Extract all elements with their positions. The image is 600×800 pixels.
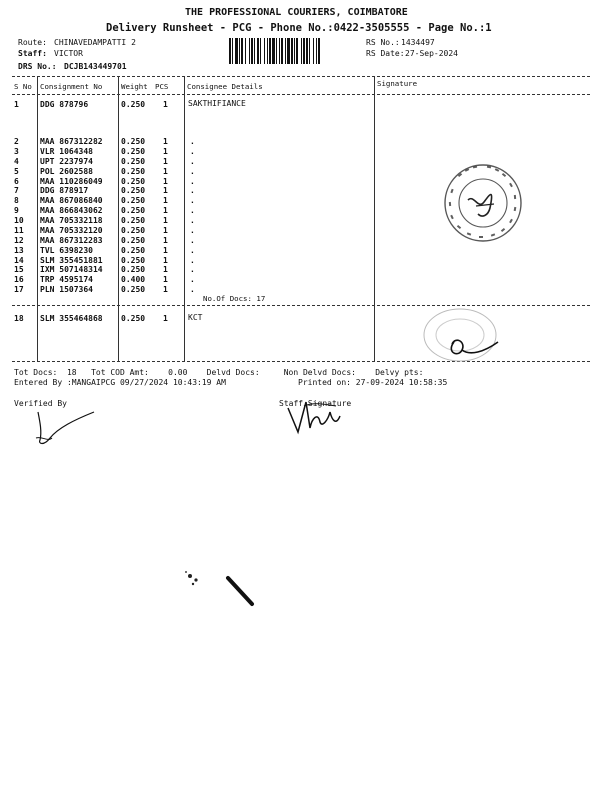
staff-signature-mark <box>284 398 344 434</box>
row-consignment: MAA 705332118 <box>40 216 103 226</box>
staff-label: Staff: <box>18 49 47 58</box>
row-weight: 0.250 <box>121 265 146 275</box>
barcode-bar <box>239 38 240 64</box>
row-pcs: 1 <box>163 186 168 196</box>
barcode-bar <box>264 38 265 64</box>
row-sno: 8 <box>14 196 19 206</box>
row-pcs: 1 <box>163 176 168 186</box>
barcode-bar <box>301 38 302 64</box>
row-weight: 0.250 <box>121 100 146 109</box>
group-divider <box>12 305 590 306</box>
row-details: . <box>190 196 195 206</box>
barcode-bar <box>309 38 310 64</box>
row-details: SAKTHIFIANCE <box>188 99 246 108</box>
row-details: . <box>190 206 195 216</box>
barcode-bar <box>249 38 250 64</box>
row-weight: 0.250 <box>121 235 146 245</box>
staff-signature-label: Staff Signature <box>279 399 352 408</box>
totals-line: Tot Docs: 18 Tot COD Amt: 0.00 Delvd Docs: Non Delvd Docs: Delvy pts: <box>14 368 424 377</box>
row-sno: 10 <box>14 216 24 226</box>
row-consignment: POL 2602588 <box>40 166 93 176</box>
barcode <box>229 38 357 64</box>
runsheet-title: Delivery Runsheet - PCG - Phone No.:0422-3505555 - Page No.:1 <box>106 22 492 34</box>
row-pcs: 1 <box>163 255 168 265</box>
row-consignment: DDG 878917 <box>40 186 89 196</box>
row-pcs: 1 <box>163 196 168 206</box>
row-consignment: MAA 110286049 <box>40 176 103 186</box>
row-sno: 14 <box>14 255 24 265</box>
barcode-bar <box>287 38 290 64</box>
row-pcs: 1 <box>163 156 168 166</box>
drs-value: DCJB143449701 <box>64 62 127 71</box>
row-details: . <box>190 255 195 265</box>
barcode-bar <box>267 38 268 64</box>
header-sno: S No <box>14 82 32 91</box>
row-sno: 3 <box>14 146 19 156</box>
row-sno: 12 <box>14 235 24 245</box>
row-weight: 0.250 <box>121 137 146 146</box>
row-weight: 0.250 <box>121 146 146 156</box>
barcode-bar <box>318 38 320 64</box>
barcode-bar <box>281 38 283 64</box>
row-details: . <box>190 186 195 196</box>
row-details: KCT <box>188 313 203 322</box>
barcode-bar <box>254 38 255 64</box>
scan-mark <box>182 568 272 618</box>
barcode-bar <box>279 38 280 64</box>
row-sno: 2 <box>14 137 19 146</box>
row-pcs: 1 <box>163 235 168 245</box>
printed-on: Printed on: 27-09-2024 10:58:35 <box>298 378 448 387</box>
barcode-bar <box>316 38 317 64</box>
row-consignment: SLM 355464868 <box>40 314 103 323</box>
row-details: . <box>190 216 195 226</box>
rs-date-value: 27-Sep-2024 <box>405 49 458 58</box>
entered-by: Entered By :MANGAIPCG 09/27/2024 10:43:19 AM <box>14 378 226 387</box>
row-pcs: 1 <box>163 275 168 285</box>
header-details: Consignee Details <box>187 82 263 91</box>
row-consignment: IXM 507148314 <box>40 265 103 275</box>
rs-no-label: RS No.: <box>366 38 400 47</box>
row-pcs: 1 <box>163 225 168 235</box>
row-weight: 0.250 <box>121 314 146 323</box>
row-weight: 0.250 <box>121 255 146 265</box>
row-sno: 17 <box>14 285 24 295</box>
row-sno: 7 <box>14 186 19 196</box>
row-pcs: 1 <box>163 314 168 323</box>
row-weight: 0.250 <box>121 225 146 235</box>
row-sno: 4 <box>14 156 19 166</box>
row-details: . <box>190 146 195 156</box>
row-weight: 0.250 <box>121 176 146 186</box>
barcode-bar <box>303 38 305 64</box>
row-sno: 1 <box>14 100 19 109</box>
row-consignment: MAA 867312283 <box>40 235 103 245</box>
row-pcs: 1 <box>163 166 168 176</box>
row-weight: 0.250 <box>121 186 146 196</box>
rs-no-value: 1434497 <box>401 38 435 47</box>
barcode-bar <box>241 38 243 64</box>
header-weight: Weight <box>121 82 148 91</box>
row-pcs: 1 <box>163 216 168 226</box>
row-weight: 0.400 <box>121 275 146 285</box>
barcode-bar <box>229 38 231 64</box>
barcode-bar <box>245 38 246 64</box>
row-consignment: DDG 878796 <box>40 100 89 109</box>
row-consignment: UPT 2237974 <box>40 156 93 166</box>
row-sno: 18 <box>14 314 24 323</box>
row-weight: 0.250 <box>121 156 146 166</box>
row-pcs: 1 <box>163 285 168 295</box>
row-details: . <box>190 235 195 245</box>
barcode-graphic <box>229 38 357 64</box>
row-sno: 11 <box>14 225 24 235</box>
row-details: . <box>190 137 195 146</box>
col-divider-2 <box>118 77 119 361</box>
row-pcs: 1 <box>163 206 168 216</box>
route-value: CHINAVEDAMPATTI 2 <box>54 38 136 47</box>
row-sno: 6 <box>14 176 19 186</box>
row-consignment: MAA 867086840 <box>40 196 103 206</box>
barcode-bar <box>269 38 271 64</box>
row-sno: 9 <box>14 206 19 216</box>
row-details: . <box>190 225 195 235</box>
receiver-signature <box>444 322 504 362</box>
route-label: Route: <box>18 38 47 47</box>
barcode-bar <box>235 38 238 64</box>
header-signature: Signature <box>377 79 418 88</box>
row-consignment: SLM 355451881 <box>40 255 103 265</box>
rs-date-label: RS Date: <box>366 49 405 58</box>
header-pcs: PCS <box>155 82 169 91</box>
row-consignment: PLN 1507364 <box>40 285 93 295</box>
barcode-bar <box>313 38 314 64</box>
col-divider-4 <box>374 77 375 361</box>
barcode-bar <box>232 38 233 64</box>
company-title: THE PROFESSIONAL COURIERS, COIMBATORE <box>185 7 408 18</box>
row-weight: 0.250 <box>121 206 146 216</box>
header-consignment: Consignment No <box>40 82 103 91</box>
verifier-signature <box>30 408 100 448</box>
row-weight: 0.250 <box>121 166 146 176</box>
barcode-bar <box>294 38 295 64</box>
verified-by-label: Verified By <box>14 399 67 408</box>
row-consignment: VLR 1064348 <box>40 146 93 156</box>
barcode-bar <box>285 38 286 64</box>
barcode-bar <box>296 38 298 64</box>
row-consignment: MAA 866843062 <box>40 206 103 216</box>
row-weight: 0.250 <box>121 285 146 295</box>
row-details: . <box>190 156 195 166</box>
row-details: . <box>190 245 195 255</box>
row-details: . <box>190 166 195 176</box>
row-pcs: 1 <box>163 146 168 156</box>
col-divider-3 <box>184 77 185 361</box>
row-weight: 0.250 <box>121 245 146 255</box>
row-pcs: 1 <box>163 265 168 275</box>
drs-label: DRS No.: <box>18 62 57 71</box>
row-sno: 5 <box>14 166 19 176</box>
row-sno: 13 <box>14 245 24 255</box>
barcode-bar <box>260 38 261 64</box>
barcode-bar <box>257 38 259 64</box>
table-top-rule <box>12 76 590 77</box>
row-weight: 0.250 <box>121 196 146 206</box>
barcode-bar <box>276 38 277 64</box>
barcode-bar <box>272 38 275 64</box>
row-pcs: 1 <box>163 100 168 109</box>
barcode-bar <box>251 38 253 64</box>
row-consignment: MAA 867312282 <box>40 137 103 146</box>
row-details: . <box>190 176 195 186</box>
row-weight: 0.250 <box>121 216 146 226</box>
row-consignment: TRP 4595174 <box>40 275 93 285</box>
row-details: . <box>190 265 195 275</box>
col-divider-1 <box>37 77 38 361</box>
row-pcs: 1 <box>163 245 168 255</box>
row-sno: 16 <box>14 275 24 285</box>
row-consignment: MAA 705332120 <box>40 225 103 235</box>
row-pcs: 1 <box>163 137 168 146</box>
barcode-bar <box>306 38 308 64</box>
row-consignment: TVL 6398230 <box>40 245 93 255</box>
row-details: . <box>190 275 195 285</box>
barcode-bar <box>291 38 293 64</box>
staff-value: VICTOR <box>54 49 83 58</box>
row-sno: 15 <box>14 265 24 275</box>
docs-count: No.Of Docs: 17 <box>203 294 266 303</box>
row-details: . <box>190 285 195 295</box>
company-stamp <box>438 158 528 248</box>
table-header-rule <box>12 94 590 95</box>
